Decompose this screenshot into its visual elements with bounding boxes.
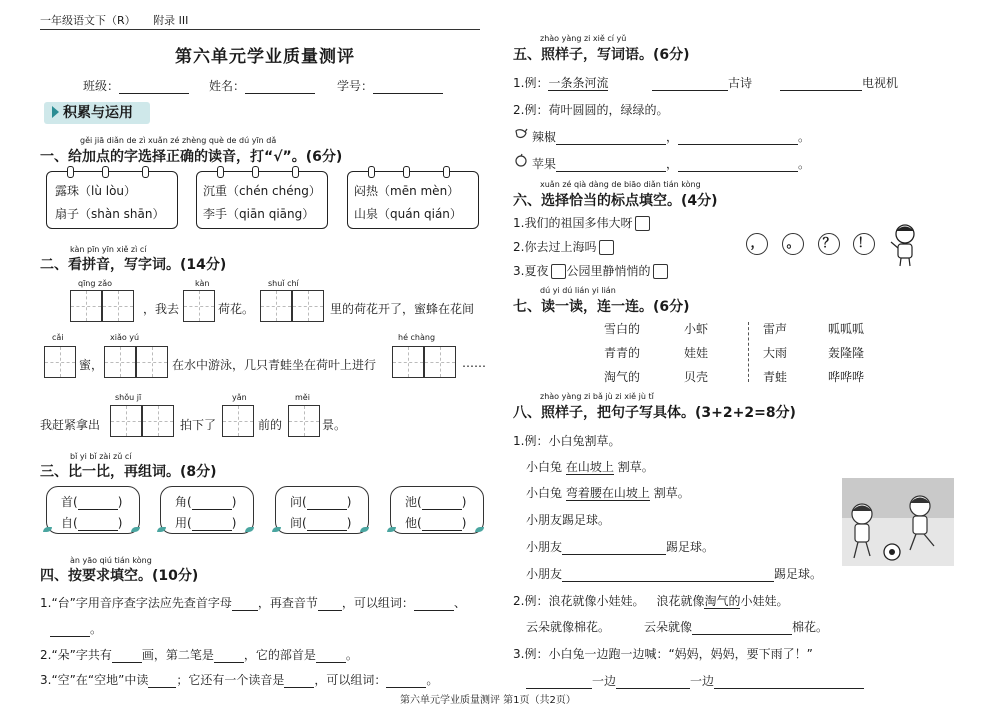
q2-title: 二、看拼音，写字词。(14分)	[40, 257, 227, 273]
match-word[interactable]: 轰隆隆	[828, 346, 865, 360]
pinyin-hint: qīng zǎo	[78, 279, 112, 288]
q2-text: 景。	[322, 418, 347, 432]
q2-text: 里的荷花开了，蜜蜂在花间	[330, 302, 475, 316]
match-word[interactable]: 呱呱呱	[828, 322, 865, 336]
q2-text: ……	[462, 356, 486, 370]
q6-sentence-3: 3.夏夜 公园里静悄悄的	[513, 262, 668, 279]
class-field[interactable]: 班级：	[83, 77, 189, 94]
arrow-icon	[52, 106, 59, 118]
q6-pinyin: xuǎn zé qià dàng de biāo diǎn tián kòng	[540, 180, 701, 189]
match-word[interactable]: 娃娃	[684, 346, 709, 360]
q8-answer-1[interactable]: 小朋友 踢足球。	[526, 540, 715, 554]
answer-box[interactable]	[260, 290, 324, 322]
book-header	[40, 12, 188, 28]
pinyin-hint: hé chàng	[398, 333, 436, 342]
q8-example-1: 1.例：小白兔割草。	[513, 434, 621, 448]
q5-pinyin: zhào yàng zi xiě cí yǔ	[540, 34, 627, 43]
q2-text: 荷花。	[218, 302, 255, 316]
leaf-icon	[131, 527, 140, 532]
q4-line-1: 1.“台”字用音序查字法应先查首字母 ，再查音节 ，可以组词： 、	[40, 596, 466, 610]
compare-card: 角( ) 用( )	[160, 486, 254, 534]
q5-row-1[interactable]: 辣椒 ， 。	[532, 130, 811, 144]
q1-title: 一、给加点的字选择正确的读音，打“√”。(6分)	[40, 149, 343, 165]
q4-line-2: 2.“朵”字共有 画，第二笔是 ，它的部首是 。	[40, 648, 358, 662]
pinyin-hint: xiǎo yú	[110, 333, 140, 342]
leaf-icon	[157, 527, 166, 532]
page-title: 第六单元学业质量测评	[175, 47, 355, 67]
soccer-illustration	[842, 478, 954, 566]
q1-item[interactable]: 李手（qiān qiāng）	[203, 207, 315, 221]
q6-title: 六、选择恰当的标点填空。(4分)	[513, 193, 718, 209]
q1-item[interactable]: 扇子（shàn shān）	[55, 207, 165, 221]
match-word[interactable]: 青蛙	[763, 370, 788, 384]
q3-title: 三、比一比，再组词。(8分)	[40, 464, 217, 480]
q8-answer-3[interactable]: 一边 一边	[526, 672, 864, 689]
name-field[interactable]: 姓名：	[209, 77, 315, 94]
q2-text: 在水中游泳，几只青蛙坐在荷叶上进行	[172, 358, 377, 372]
q5-title: 五、照样子，写词语。(6分)	[513, 47, 690, 63]
pinyin-hint: shuǐ chí	[268, 279, 299, 288]
q8-title: 八、照样子，把句子写具体。(3+2+2=8分)	[513, 405, 796, 421]
answer-box[interactable]	[288, 405, 320, 437]
answer-box[interactable]	[110, 405, 174, 437]
q1-item[interactable]: 沉重（chén chéng）	[203, 184, 321, 198]
book-label: 一年级语文下（R）	[40, 14, 136, 27]
answer-box[interactable]	[392, 346, 456, 378]
exclaim-option: ！	[853, 233, 875, 255]
compare-card: 问( ) 间( )	[275, 486, 369, 534]
q5-example-2: 2.例：荷叶圆圆的，绿绿的。	[513, 103, 669, 117]
q5-ex1-answer[interactable]: 古诗	[652, 74, 752, 91]
section-tag: 积累与运用	[44, 102, 150, 124]
q1-item[interactable]: 山泉（quán qián）	[354, 207, 462, 221]
column-divider	[748, 322, 749, 382]
q5-example-1: 1.例：一条条河流	[513, 76, 609, 90]
punctuation-box[interactable]	[599, 240, 614, 255]
answer-box[interactable]	[44, 346, 76, 378]
answer-box[interactable]	[183, 290, 215, 322]
compare-card: 池( ) 他( )	[390, 486, 484, 534]
match-word[interactable]: 雪白的	[604, 322, 641, 336]
q4-pinyin: àn yāo qiú tián kòng	[70, 556, 152, 565]
q1-item[interactable]: 露珠（lù lòu）	[55, 184, 137, 198]
header-rule	[40, 29, 480, 30]
q5-row-2[interactable]: 苹果 ， 。	[532, 157, 811, 171]
q8-example-1b: 小白兔 弯着腰在山坡上 割草。	[526, 486, 690, 500]
answer-box[interactable]	[104, 346, 168, 378]
appendix-label: 附录 III	[153, 14, 189, 27]
q7-pinyin: dú yi dú lián yi lián	[540, 286, 616, 295]
q1-item[interactable]: 闷热（mēn mèn）	[354, 184, 460, 198]
q2-pinyin: kàn pīn yīn xiě zì cí	[70, 245, 147, 254]
comma-option: ，	[746, 233, 768, 255]
match-word[interactable]: 青青的	[604, 346, 641, 360]
student-id-field[interactable]: 学号：	[337, 77, 443, 94]
match-word[interactable]: 淘气的	[604, 370, 641, 384]
leaf-icon	[245, 527, 254, 532]
leaf-icon	[387, 527, 396, 532]
answer-box[interactable]	[222, 405, 254, 437]
leaf-icon	[360, 527, 369, 532]
q2-text: ，我去	[143, 302, 180, 316]
match-word[interactable]: 小虾	[684, 322, 709, 336]
q2-text: 蜜，	[79, 358, 104, 372]
answer-box[interactable]	[70, 290, 134, 322]
question-option: ？	[818, 233, 840, 255]
q8-example-1a: 小白兔 在山坡上 割草。	[526, 460, 654, 474]
q8-example-2b[interactable]: 云朵就像棉花。 云朵就像 棉花。	[526, 620, 829, 634]
q1-card-1	[46, 171, 178, 229]
boy-illustration	[888, 222, 922, 268]
q8-example-3: 3.例：小白兔一边跑一边喊：“妈妈，妈妈，要下雨了！”	[513, 647, 813, 661]
pinyin-hint: cǎi	[52, 333, 64, 342]
q3-pinyin: bǐ yi bǐ zài zǔ cí	[70, 452, 132, 461]
q1-card-2	[196, 171, 328, 229]
q4-title: 四、按要求填空。(10分)	[40, 568, 199, 584]
match-word[interactable]: 贝壳	[684, 370, 709, 384]
punctuation-box[interactable]	[653, 264, 668, 279]
q8-example-2: 2.例：浪花就像小娃娃。 浪花就像淘气的小娃娃。	[513, 594, 789, 608]
match-word[interactable]: 大雨	[763, 346, 788, 360]
q6-sentence-2: 2.你去过上海吗	[513, 238, 614, 255]
q2-text: 前的	[258, 418, 283, 432]
q1-pinyin: gěi jiā diǎn de zì xuǎn zé zhèng què de dú yīn dǎ	[80, 136, 277, 145]
q8-answer-2[interactable]: 小朋友 踢足球。	[526, 567, 823, 581]
pinyin-hint: shǒu jī	[115, 393, 142, 402]
q7-title: 七、读一读，连一连。(6分)	[513, 299, 690, 315]
punctuation-box[interactable]	[635, 216, 650, 231]
pinyin-hint: yǎn	[232, 393, 247, 402]
period-option: 。	[782, 233, 804, 255]
match-word[interactable]: 哗哗哗	[828, 370, 865, 384]
leaf-icon	[272, 527, 281, 532]
q4-line-3: 3.“空”在“空地”中读 ；它还有一个读音是 ，可以组词： 。	[40, 673, 439, 687]
q6-sentence-1: 1.我们的祖国多伟大呀	[513, 214, 650, 231]
pinyin-hint: kàn	[195, 279, 210, 288]
q8-pinyin: zhào yàng zi bǎ jù zi xiě jù tǐ	[540, 392, 654, 401]
leaf-icon	[475, 527, 484, 532]
q2-text: 拍下了	[180, 418, 217, 432]
q4-line-1b: 。	[50, 620, 102, 637]
pinyin-hint: měi	[295, 393, 310, 402]
apple-icon	[514, 152, 528, 166]
q5-ex1-answer[interactable]: 电视机	[780, 74, 898, 91]
leaf-icon	[43, 527, 52, 532]
compare-card: 首( ) 自( )	[46, 486, 140, 534]
punctuation-box[interactable]	[551, 264, 566, 279]
pepper-icon	[514, 126, 528, 138]
q1-card-3	[347, 171, 479, 229]
page-footer: 第六单元学业质量测评 第1页（共2页）	[400, 695, 576, 706]
q8-prompt: 小朋友踢足球。	[526, 513, 611, 527]
match-word[interactable]: 雷声	[763, 322, 788, 336]
q2-text: 我赶紧拿出	[40, 418, 101, 432]
